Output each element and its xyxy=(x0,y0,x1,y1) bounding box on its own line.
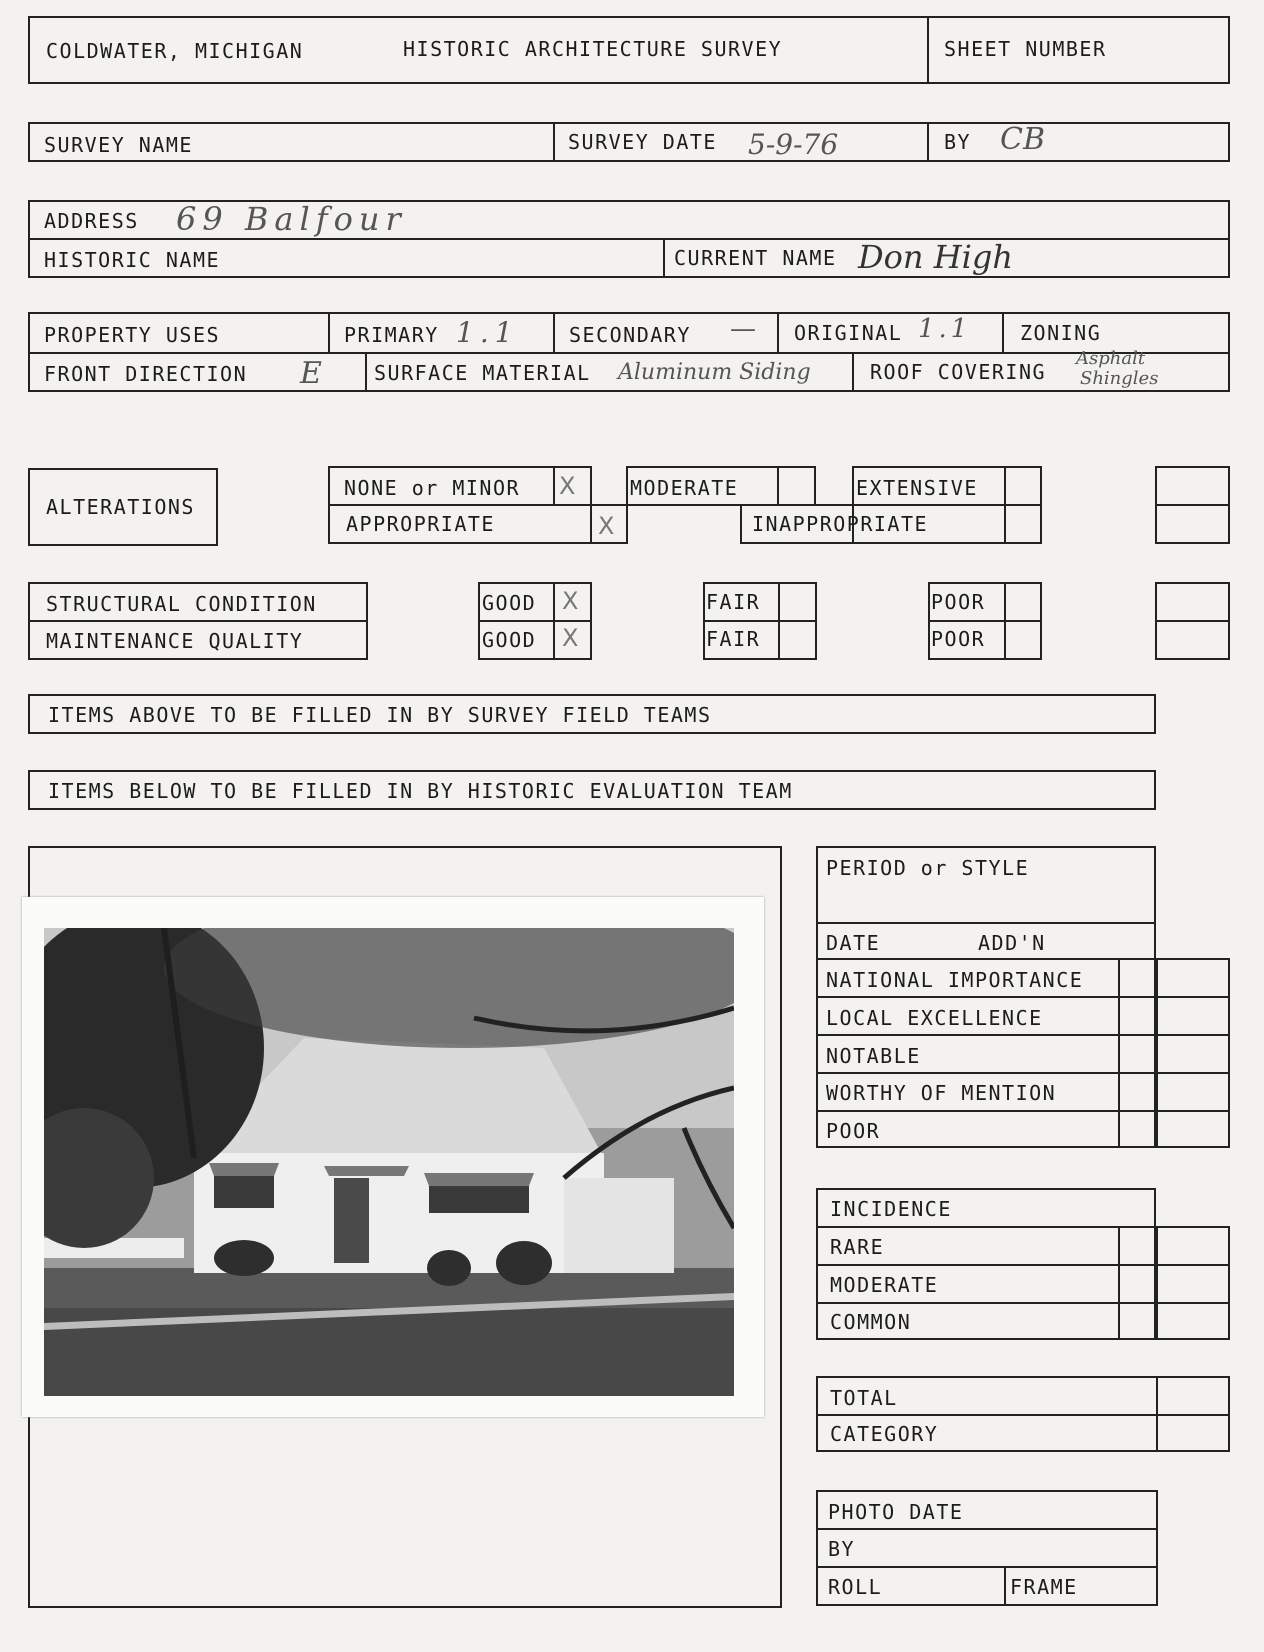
roof-covering-value-1[interactable]: Asphalt xyxy=(1076,348,1146,369)
condition-divider xyxy=(28,620,368,622)
photo-info-line-2 xyxy=(816,1566,1158,1568)
property-divider-5 xyxy=(365,352,367,392)
good-mark-1[interactable]: X xyxy=(562,587,579,615)
property-divider-h xyxy=(28,352,1230,354)
none-minor-label: NONE or MINOR xyxy=(344,476,521,500)
alt-score-divider xyxy=(1155,504,1230,506)
property-divider-6 xyxy=(852,352,854,392)
eval-line-4 xyxy=(816,1034,1230,1036)
alt-divider-v1 xyxy=(553,466,555,504)
historic-name-label: HISTORIC NAME xyxy=(44,248,221,272)
addn-label: ADD'N xyxy=(978,931,1046,955)
survey-divider-2 xyxy=(927,122,929,162)
form-title: HISTORIC ARCHITECTURE SURVEY xyxy=(403,37,783,61)
by-label: BY xyxy=(944,130,972,154)
incidence-line-1 xyxy=(816,1226,1230,1228)
property-divider-2 xyxy=(553,312,555,352)
good-mark-2[interactable]: X xyxy=(562,624,579,652)
property-uses-label: PROPERTY USES xyxy=(44,323,221,347)
notable-label: NOTABLE xyxy=(826,1044,921,1068)
eval-line-2 xyxy=(816,958,1230,960)
property-divider-3 xyxy=(777,312,779,352)
by-value[interactable]: CB xyxy=(1000,122,1045,157)
address-divider-v xyxy=(663,238,665,278)
address-label: ADDRESS xyxy=(44,209,139,233)
surface-material-value[interactable]: Aluminum Siding xyxy=(618,360,811,385)
house-photo-image xyxy=(44,928,734,1396)
survey-divider-1 xyxy=(553,122,555,162)
worthy-of-mention-label: WORTHY OF MENTION xyxy=(826,1081,1057,1105)
note-above: ITEMS ABOVE TO BE FILLED IN BY SURVEY FIELD TEAMS xyxy=(48,703,712,727)
national-importance-label: NATIONAL IMPORTANCE xyxy=(826,968,1084,992)
current-name-label: CURRENT NAME xyxy=(674,246,837,270)
fair-divider-v xyxy=(778,582,780,660)
total-divider-v xyxy=(1156,1376,1158,1452)
fair-label-1: FAIR xyxy=(706,590,761,614)
note-below: ITEMS BELOW TO BE FILLED IN BY HISTORIC EVALUATION TEAM xyxy=(48,779,793,803)
roll-label: ROLL xyxy=(828,1575,883,1599)
eval-date-label: DATE xyxy=(826,931,881,955)
current-name-value[interactable]: Don High xyxy=(858,238,1013,276)
incidence-line-3 xyxy=(816,1302,1230,1304)
poor-label-2: POOR xyxy=(931,627,986,651)
eval-line-6 xyxy=(816,1110,1230,1112)
primary-value[interactable]: 1.1 xyxy=(456,316,519,349)
moderate-divider xyxy=(777,466,779,506)
secondary-value[interactable]: — xyxy=(730,314,756,344)
zoning-label: ZONING xyxy=(1020,321,1102,345)
inappropriate-left xyxy=(740,504,742,544)
inappropriate-label: INAPPROPRIATE xyxy=(752,512,929,536)
address-divider-h xyxy=(28,238,1230,240)
eval-line-1 xyxy=(816,922,1156,924)
roof-covering-value-2[interactable]: Shingles xyxy=(1080,368,1159,389)
front-direction-value[interactable]: E xyxy=(300,356,322,391)
incidence-line-2 xyxy=(816,1264,1230,1266)
fair-label-2: FAIR xyxy=(706,627,761,651)
inappropriate-bottom xyxy=(740,542,854,544)
eval-score-divider xyxy=(1156,958,1158,1148)
incidence-score-column[interactable] xyxy=(1118,1226,1230,1340)
good-divider-v xyxy=(553,582,555,660)
poor-divider-h xyxy=(928,620,1042,622)
header-divider xyxy=(927,16,929,84)
total-divider-h xyxy=(816,1414,1230,1416)
property-divider-4 xyxy=(1002,312,1004,352)
incidence-label: INCIDENCE xyxy=(830,1197,952,1221)
roof-covering-label: ROOF COVERING xyxy=(870,360,1047,384)
maintenance-quality-label: MAINTENANCE QUALITY xyxy=(46,629,304,653)
appropriate-mark[interactable]: X xyxy=(598,512,615,540)
photo-by-label: BY xyxy=(828,1537,856,1561)
front-direction-label: FRONT DIRECTION xyxy=(44,362,248,386)
local-excellence-label: LOCAL EXCELLENCE xyxy=(826,1006,1043,1030)
good-divider-h xyxy=(478,620,592,622)
eval-line-3 xyxy=(816,996,1230,998)
good-label-2: GOOD xyxy=(482,628,537,652)
rare-label: RARE xyxy=(830,1235,885,1259)
alt-divider-h1 xyxy=(328,504,592,506)
common-label: COMMON xyxy=(830,1310,912,1334)
good-label-1: GOOD xyxy=(482,591,537,615)
survey-date-label: SURVEY DATE xyxy=(568,130,717,154)
primary-label: PRIMARY xyxy=(344,323,439,347)
original-label: ORIGINAL xyxy=(794,321,903,345)
evaluation-score-column[interactable] xyxy=(1118,958,1230,1148)
photo-info-line-1 xyxy=(816,1528,1158,1530)
survey-date-value[interactable]: 5-9-76 xyxy=(748,128,839,161)
frame-label: FRAME xyxy=(1010,1575,1078,1599)
appropriate-label: APPROPRIATE xyxy=(346,512,495,536)
poor-label-1: POOR xyxy=(931,590,986,614)
incidence-moderate-label: MODERATE xyxy=(830,1273,939,1297)
none-minor-mark[interactable]: X xyxy=(559,472,576,500)
eval-line-5 xyxy=(816,1072,1230,1074)
city-label: COLDWATER, MICHIGAN xyxy=(46,39,304,63)
surface-material-label: SURFACE MATERIAL xyxy=(374,361,591,385)
extensive-divider-h xyxy=(740,504,1042,506)
eval-poor-label: POOR xyxy=(826,1119,881,1143)
fair-divider-h xyxy=(703,620,817,622)
original-value[interactable]: 1.1 xyxy=(918,314,972,344)
category-label: CATEGORY xyxy=(830,1422,939,1446)
property-divider-1 xyxy=(328,312,330,352)
moderate-label: MODERATE xyxy=(630,476,739,500)
incidence-score-divider xyxy=(1156,1226,1158,1340)
total-label: TOTAL xyxy=(830,1386,898,1410)
poor-divider-v xyxy=(1004,582,1006,660)
condition-score-divider xyxy=(1155,620,1230,622)
photo-date-label: PHOTO DATE xyxy=(828,1500,964,1524)
house-photo xyxy=(44,928,734,1396)
alterations-label: ALTERATIONS xyxy=(46,495,195,519)
survey-name-label: SURVEY NAME xyxy=(44,133,193,157)
structural-condition-label: STRUCTURAL CONDITION xyxy=(46,592,317,616)
photo-info-divider xyxy=(1004,1566,1006,1606)
extensive-label: EXTENSIVE xyxy=(856,476,978,500)
period-style-label: PERIOD or STYLE xyxy=(826,856,1030,880)
address-value[interactable]: 69 Balfour xyxy=(176,200,407,238)
sheet-number-label: SHEET NUMBER xyxy=(944,37,1107,61)
secondary-label: SECONDARY xyxy=(569,323,691,347)
